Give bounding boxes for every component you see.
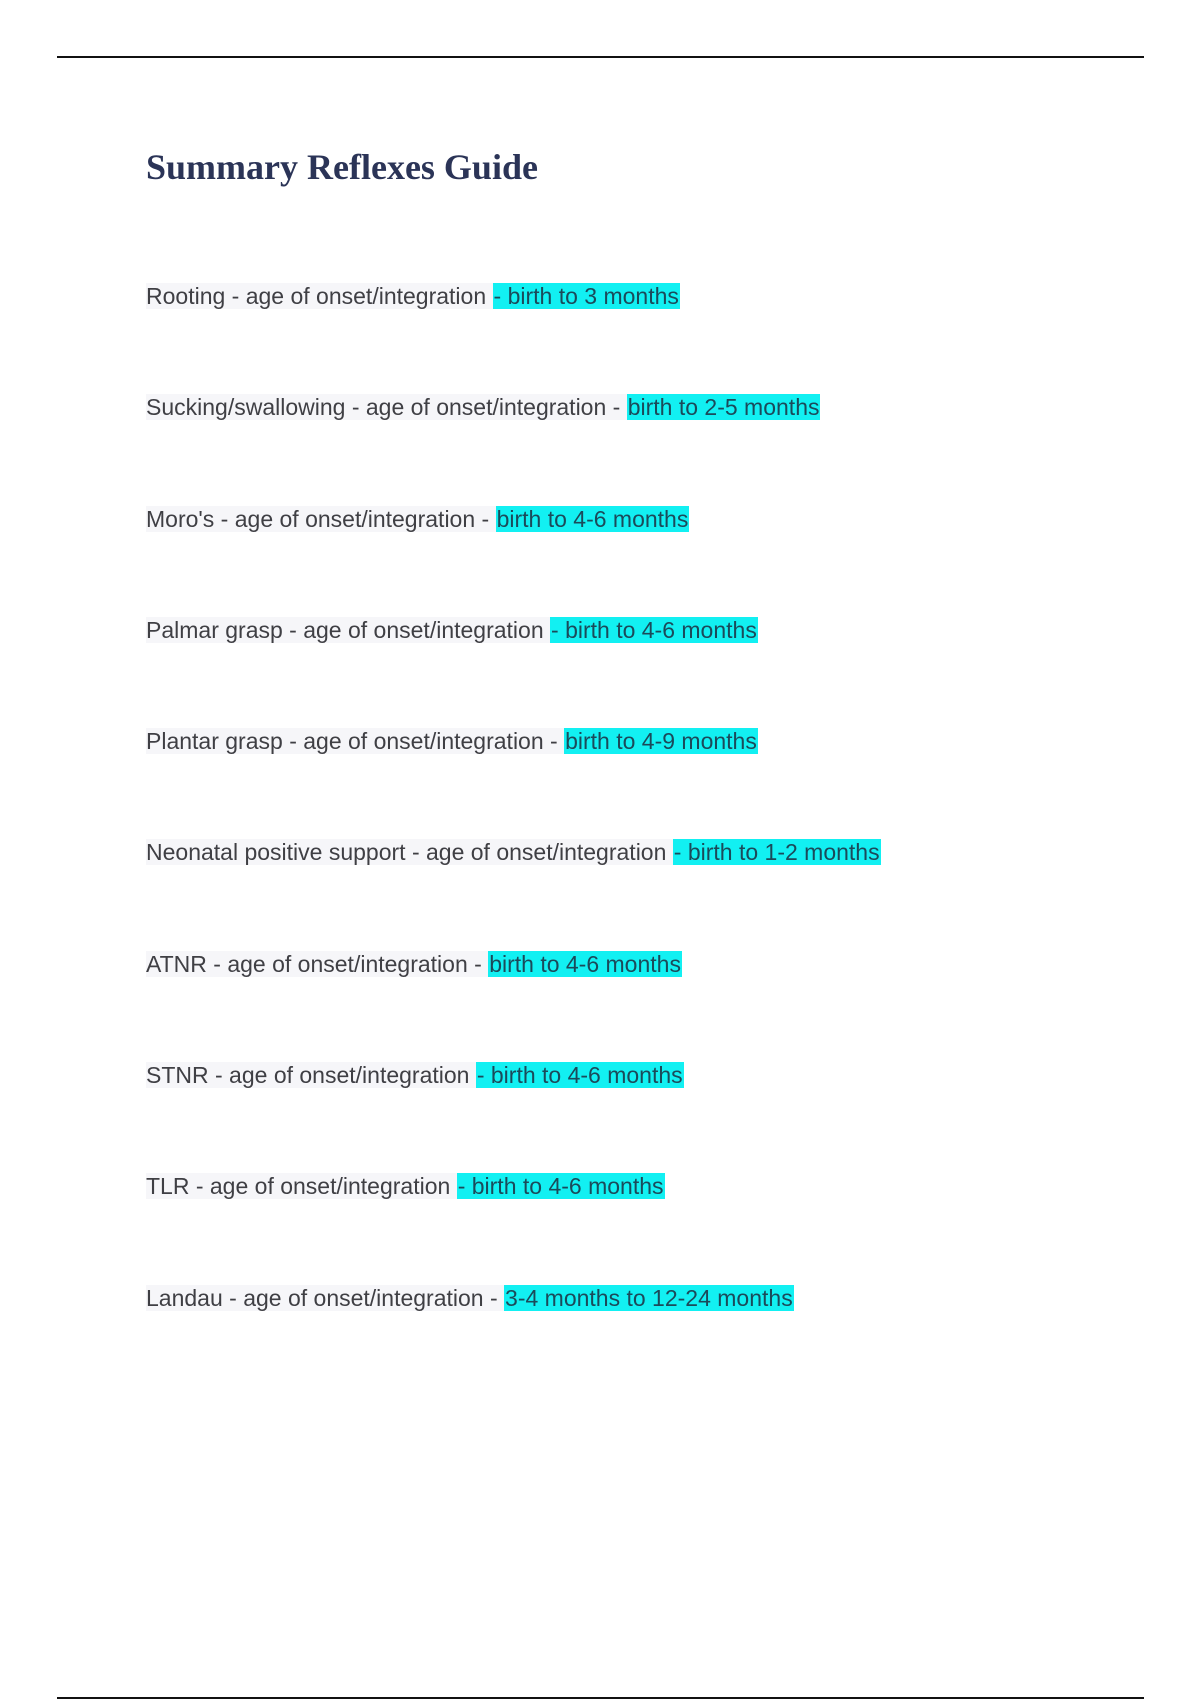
age-range-highlight: - birth to 3 months xyxy=(493,283,679,309)
reflex-entry-atnr xyxy=(146,949,1146,1060)
reflex-entry-sucking-swallowing xyxy=(146,392,1146,503)
age-range-highlight: birth to 4-9 months xyxy=(565,728,757,755)
age-range-highlight: birth to 2-5 months xyxy=(627,394,820,421)
age-range-highlight: birth to 4-6 months xyxy=(489,950,681,977)
reflex-entry-landau xyxy=(146,1283,1146,1394)
reflex-entry-plantar-grasp xyxy=(146,726,1146,837)
reflex-label: Plantar grasp - age of onset/integration - xyxy=(146,728,565,755)
reflex-label: Neonatal positive support - age of onset/integration xyxy=(146,839,673,866)
bottom-divider xyxy=(57,1697,1144,1699)
age-range-highlight: - birth to 4-6 months xyxy=(457,1173,664,1200)
reflex-label: ATNR - age of onset/integration - xyxy=(146,950,489,977)
reflex-entry-rooting xyxy=(146,281,1146,392)
reflex-label: TLR - age of onset/integration xyxy=(146,1173,457,1200)
age-range-highlight: - birth to 1-2 months xyxy=(673,839,880,866)
reflex-label: Moro's - age of onset/integration - xyxy=(146,505,496,532)
reflex-label: Rooting - age of onset/integration xyxy=(146,283,493,309)
reflex-label: Sucking/swallowing - age of onset/integration - xyxy=(146,394,627,421)
reflex-entry-moro xyxy=(146,504,1146,615)
reflex-label: Palmar grasp - age of onset/integration xyxy=(146,616,551,643)
reflex-entry-neonatal-positive-support xyxy=(146,837,1146,948)
document-title: Summary Reflexes Guide xyxy=(146,147,538,187)
age-range-highlight: - birth to 4-6 months xyxy=(551,616,757,643)
age-range-highlight: - birth to 4-6 months xyxy=(476,1062,683,1089)
age-range-highlight: birth to 4-6 months xyxy=(496,505,689,532)
reflex-entry-tlr xyxy=(146,1171,1146,1282)
reflex-entry-palmar-grasp xyxy=(146,615,1146,726)
top-divider xyxy=(57,56,1144,58)
reflex-entry-stnr xyxy=(146,1060,1146,1171)
age-range-highlight: 3-4 months to 12-24 months xyxy=(505,1284,793,1311)
reflex-label: STNR - age of onset/integration xyxy=(146,1062,476,1089)
reflex-list xyxy=(146,281,1146,1394)
reflex-label: Landau - age of onset/integration - xyxy=(146,1284,505,1311)
